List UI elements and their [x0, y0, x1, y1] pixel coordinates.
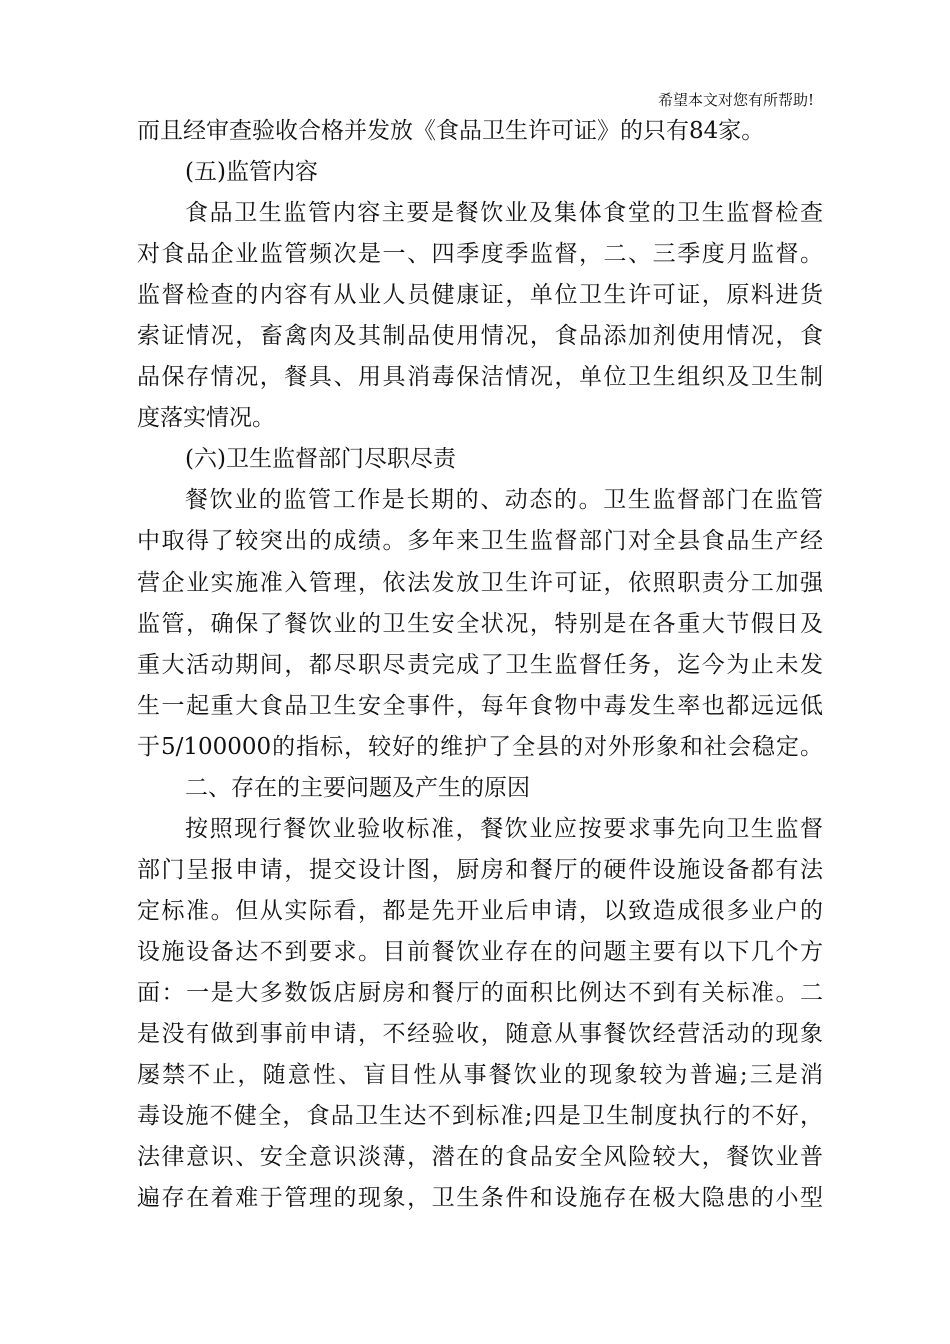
text-line: 监管，确保了餐饮业的卫生安全状况，特别是在各重大节假日及	[137, 610, 823, 637]
text-line: 法律意识、安全意识淡薄，潜在的食品安全风险较大，餐饮业普	[137, 1144, 823, 1171]
text-line: 度落实情况。	[137, 405, 275, 432]
text-line: 遍存在着难于管理的现象，卫生条件和设施存在极大隐患的小型	[137, 1185, 823, 1212]
text-line: 设施设备达不到要求。目前餐饮业存在的问题主要有以下几个方	[137, 938, 823, 965]
text-line: 餐饮业的监管工作是长期的、动态的。卫生监督部门在监管	[185, 487, 823, 514]
text-line: 索证情况，畜禽肉及其制品使用情况，食品添加剂使用情况，食	[137, 323, 823, 350]
text-line: 重大活动期间，都尽职尽责完成了卫生监督任务，迄今为止未发	[137, 651, 823, 678]
text-line: 对食品企业监管频次是一、四季度季监督，二、三季度月监督。	[137, 241, 823, 268]
text-line: 监督检查的内容有从业人员健康证，单位卫生许可证，原料进货	[137, 282, 823, 309]
text-line: 面：一是大多数饭店厨房和餐厅的面积比例达不到有关标准。二	[137, 979, 823, 1006]
text-line: (六)卫生监督部门尽职尽责	[185, 446, 456, 473]
text-line: 生一起重大食品卫生安全事件，每年食物中毒发生率也都远远低	[137, 692, 823, 719]
text-line: 食品卫生监管内容主要是餐饮业及集体食堂的卫生监督检查	[185, 200, 823, 227]
text-line: 毒设施不健全，食品卫生达不到标准;四是卫生制度执行的不好，	[137, 1103, 823, 1130]
text-line: 于5/100000的指标，较好的维护了全县的对外形象和社会稳定。	[137, 733, 823, 760]
text-line: 二、存在的主要问题及产生的原因	[185, 774, 530, 801]
text-line: 营企业实施准入管理，依法发放卫生许可证，依照职责分工加强	[137, 569, 823, 596]
text-line: 按照现行餐饮业验收标准，餐饮业应按要求事先向卫生监督	[185, 815, 823, 842]
header-note: 希望本文对您有所帮助!	[657, 91, 814, 109]
text-line: 中取得了较突出的成绩。多年来卫生监督部门对全县食品生产经	[137, 528, 823, 555]
text-line: 品保存情况，餐具、用具消毒保洁情况，单位卫生组织及卫生制	[137, 364, 823, 391]
text-line: 定标准。但从实际看，都是先开业后申请，以致造成很多业户的	[137, 897, 823, 924]
document-body	[137, 111, 823, 1219]
text-line: 是没有做到事前申请，不经验收，随意从事餐饮经营活动的现象	[137, 1021, 823, 1048]
text-line: 屡禁不止，随意性、盲目性从事餐饮业的现象较为普遍;三是消	[137, 1062, 823, 1089]
text-line: (五)监管内容	[185, 159, 318, 186]
text-line: 而且经审查验收合格并发放《食品卫生许可证》的只有84家。	[137, 118, 765, 144]
text-line: 部门呈报申请，提交设计图，厨房和餐厅的硬件设施设备都有法	[137, 856, 823, 883]
